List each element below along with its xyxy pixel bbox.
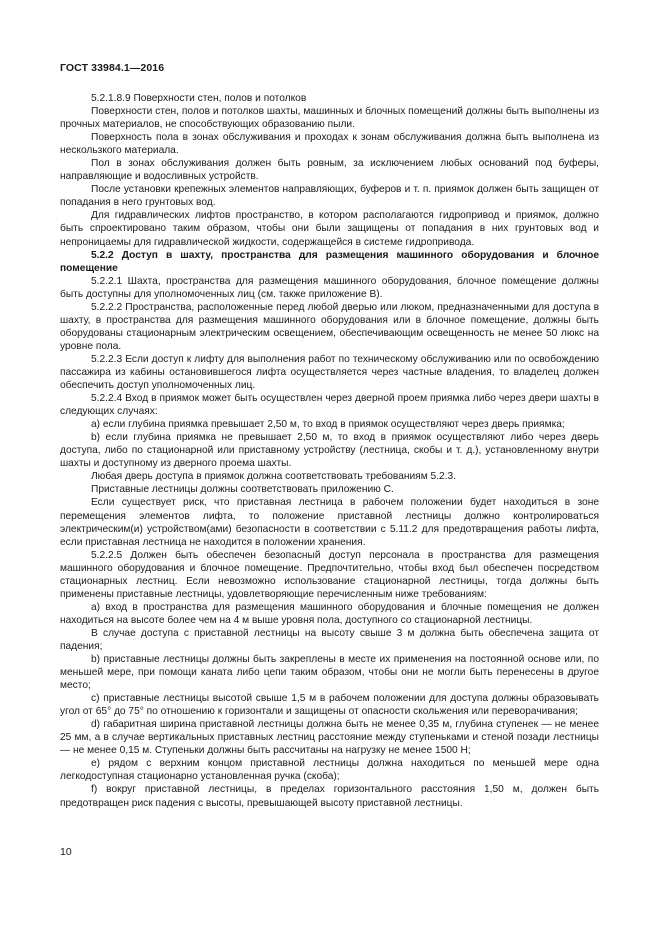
clause-5-2-2-4: 5.2.2.4 Вход в приямок может быть осуществлен через дверной проем приямка либо через двери шахты в следующих случаях: bbox=[60, 393, 599, 418]
paragraph: После установки крепежных элементов направляющих, буферов и т. п. приямок должен быть защищен от попадания в него грунтовых вод. bbox=[60, 184, 599, 209]
list-item-a: а) вход в пространства для размещения машинного оборудования и блочные помещения не должен находиться на высоте более чем на 4 м выше уровня пола, доступного со стационарной лестницы. bbox=[60, 601, 599, 626]
list-item-d: d) габаритная ширина приставной лестницы должна быть не менее 0,35 м, глубина ступенек — не менее 25 мм, а в случае вертикальных приставных лестниц расстояние между ступеньками и стеной позади лестницы — не менее 0,15 м. Ступеньки должны быть рассчитаны на нагрузку не менее 1500 Н; bbox=[60, 719, 599, 757]
section-5-2-2-heading: 5.2.2 Доступ в шахту, пространства для размещения машинного оборудования и блочное помещение bbox=[60, 249, 599, 274]
paragraph: Для гидравлических лифтов пространство, в котором располагаются гидропривод и приямок, должно быть спроектировано таким образом, чтобы они были защищены от попадания в них грунтовых вод и непроницаемы для гидравлической жидкости, содержащейся в системе гидропривода. bbox=[60, 210, 599, 248]
list-item-b: b) приставные лестницы должны быть закреплены в месте их применения на постоянной основе или, по меньшей мере, при помощи каната либо цепи таким образом, чтобы они не могли быть перенесены в другое место; bbox=[60, 654, 599, 692]
list-item-f: f) вокруг приставной лестницы, в пределах горизонтального расстояния 1,50 м, должен быть предотвращен риск падения с высоты, превышающей высоту приставной лестницы. bbox=[60, 784, 599, 809]
paragraph: Если существует риск, что приставная лестница в рабочем положении будет находиться в зоне перемещения элементов лифта, то положение приставной лестницы должно контролироваться электрическим(и) устройством(ами) безопасности в соответствии с 5.11.2 для предотвращения работы лифта, если приставная лестница не находится в положении хранения. bbox=[60, 497, 599, 548]
list-item-c: c) приставные лестницы высотой свыше 1,5 м в рабочем положении для доступа должны образовывать угол от 65° до 75° по отношению к горизонтали и защищены от опасности скольжения или переворачивания; bbox=[60, 693, 599, 718]
paragraph: Поверхность пола в зонах обслуживания и проходах к зонам обслуживания должна быть выполнена из нескользкого материала. bbox=[60, 132, 599, 157]
paragraph: В случае доступа с приставной лестницы на высоту свыше 3 м должна быть обеспечена защита от падения; bbox=[60, 627, 599, 652]
clause-5-2-2-3: 5.2.2.3 Если доступ к лифту для выполнения работ по техническому обслуживанию или по освобождению пассажира из кабины остановившегося лифта осуществляется через частные владения, то владелец должен обеспечить доступ уполномоченных лиц. bbox=[60, 353, 599, 392]
document-body bbox=[60, 92, 599, 810]
paragraph: Пол в зонах обслуживания должен быть ровным, за исключением любых оснований под буферы, направляющие и водосливных устройств. bbox=[60, 158, 599, 183]
list-item-a: а) если глубина приямка превышает 2,50 м, то вход в приямок осуществляют через дверь приямка; bbox=[91, 419, 565, 431]
clause-5-2-2-1: 5.2.2.1 Шахта, пространства для размещения машинного оборудования, блочное помещение должны быть доступны для уполномоченных лиц (см. также приложение В). bbox=[60, 275, 599, 300]
paragraph: Поверхности стен, полов и потолков шахты, машинных и блочных помещений должны быть выполнены из прочных материалов, не способствующих образованию пыли. bbox=[60, 106, 599, 131]
list-item-b: b) если глубина приямка не превышает 2,50 м, то вход в приямок осуществляют либо через дверь доступа, либо по стационарной или приставному устройству (лестница, скобы и т. д.), установленному внутри шахты и доступному из дверного проема шахты. bbox=[60, 432, 599, 470]
clause-5-2-1-8-9-title: 5.2.1.8.9 Поверхности стен, полов и потолков bbox=[91, 93, 307, 104]
list-item-e: е) рядом с верхним концом приставной лестницы должна находиться по меньшей мере одна легкодоступная стационарно установленная ручка (скоба); bbox=[60, 758, 599, 783]
document-header: ГОСТ 33984.1—2016 bbox=[60, 62, 165, 74]
clause-5-2-2-5: 5.2.2.5 Должен быть обеспечен безопасный доступ персонала в пространства для размещения машинного оборудования и блочное помещение. Предпочтительно, чтобы вход был обеспечен посредством стационарных лестниц. Если невозможно использование стационарной лестницы, тогда должны быть применены приставные лестницы, удовлетворяющие перечисленным ниже требованиям: bbox=[60, 549, 599, 600]
paragraph: Приставные лестницы должны соответствовать приложению С. bbox=[91, 484, 394, 496]
clause-5-2-2-2: 5.2.2.2 Пространства, расположенные перед любой дверью или люком, предназначенными для доступа в шахту, в пространства для размещения машинного оборудования или в блочное помещение, должны быть оборудованы стационарным электрическим освещением, обеспечивающим освещенность не менее 50 люкс на уровне пола. bbox=[60, 301, 599, 352]
page-number: 10 bbox=[60, 846, 72, 858]
paragraph: Любая дверь доступа в приямок должна соответствовать требованиям 5.2.3. bbox=[91, 471, 457, 483]
